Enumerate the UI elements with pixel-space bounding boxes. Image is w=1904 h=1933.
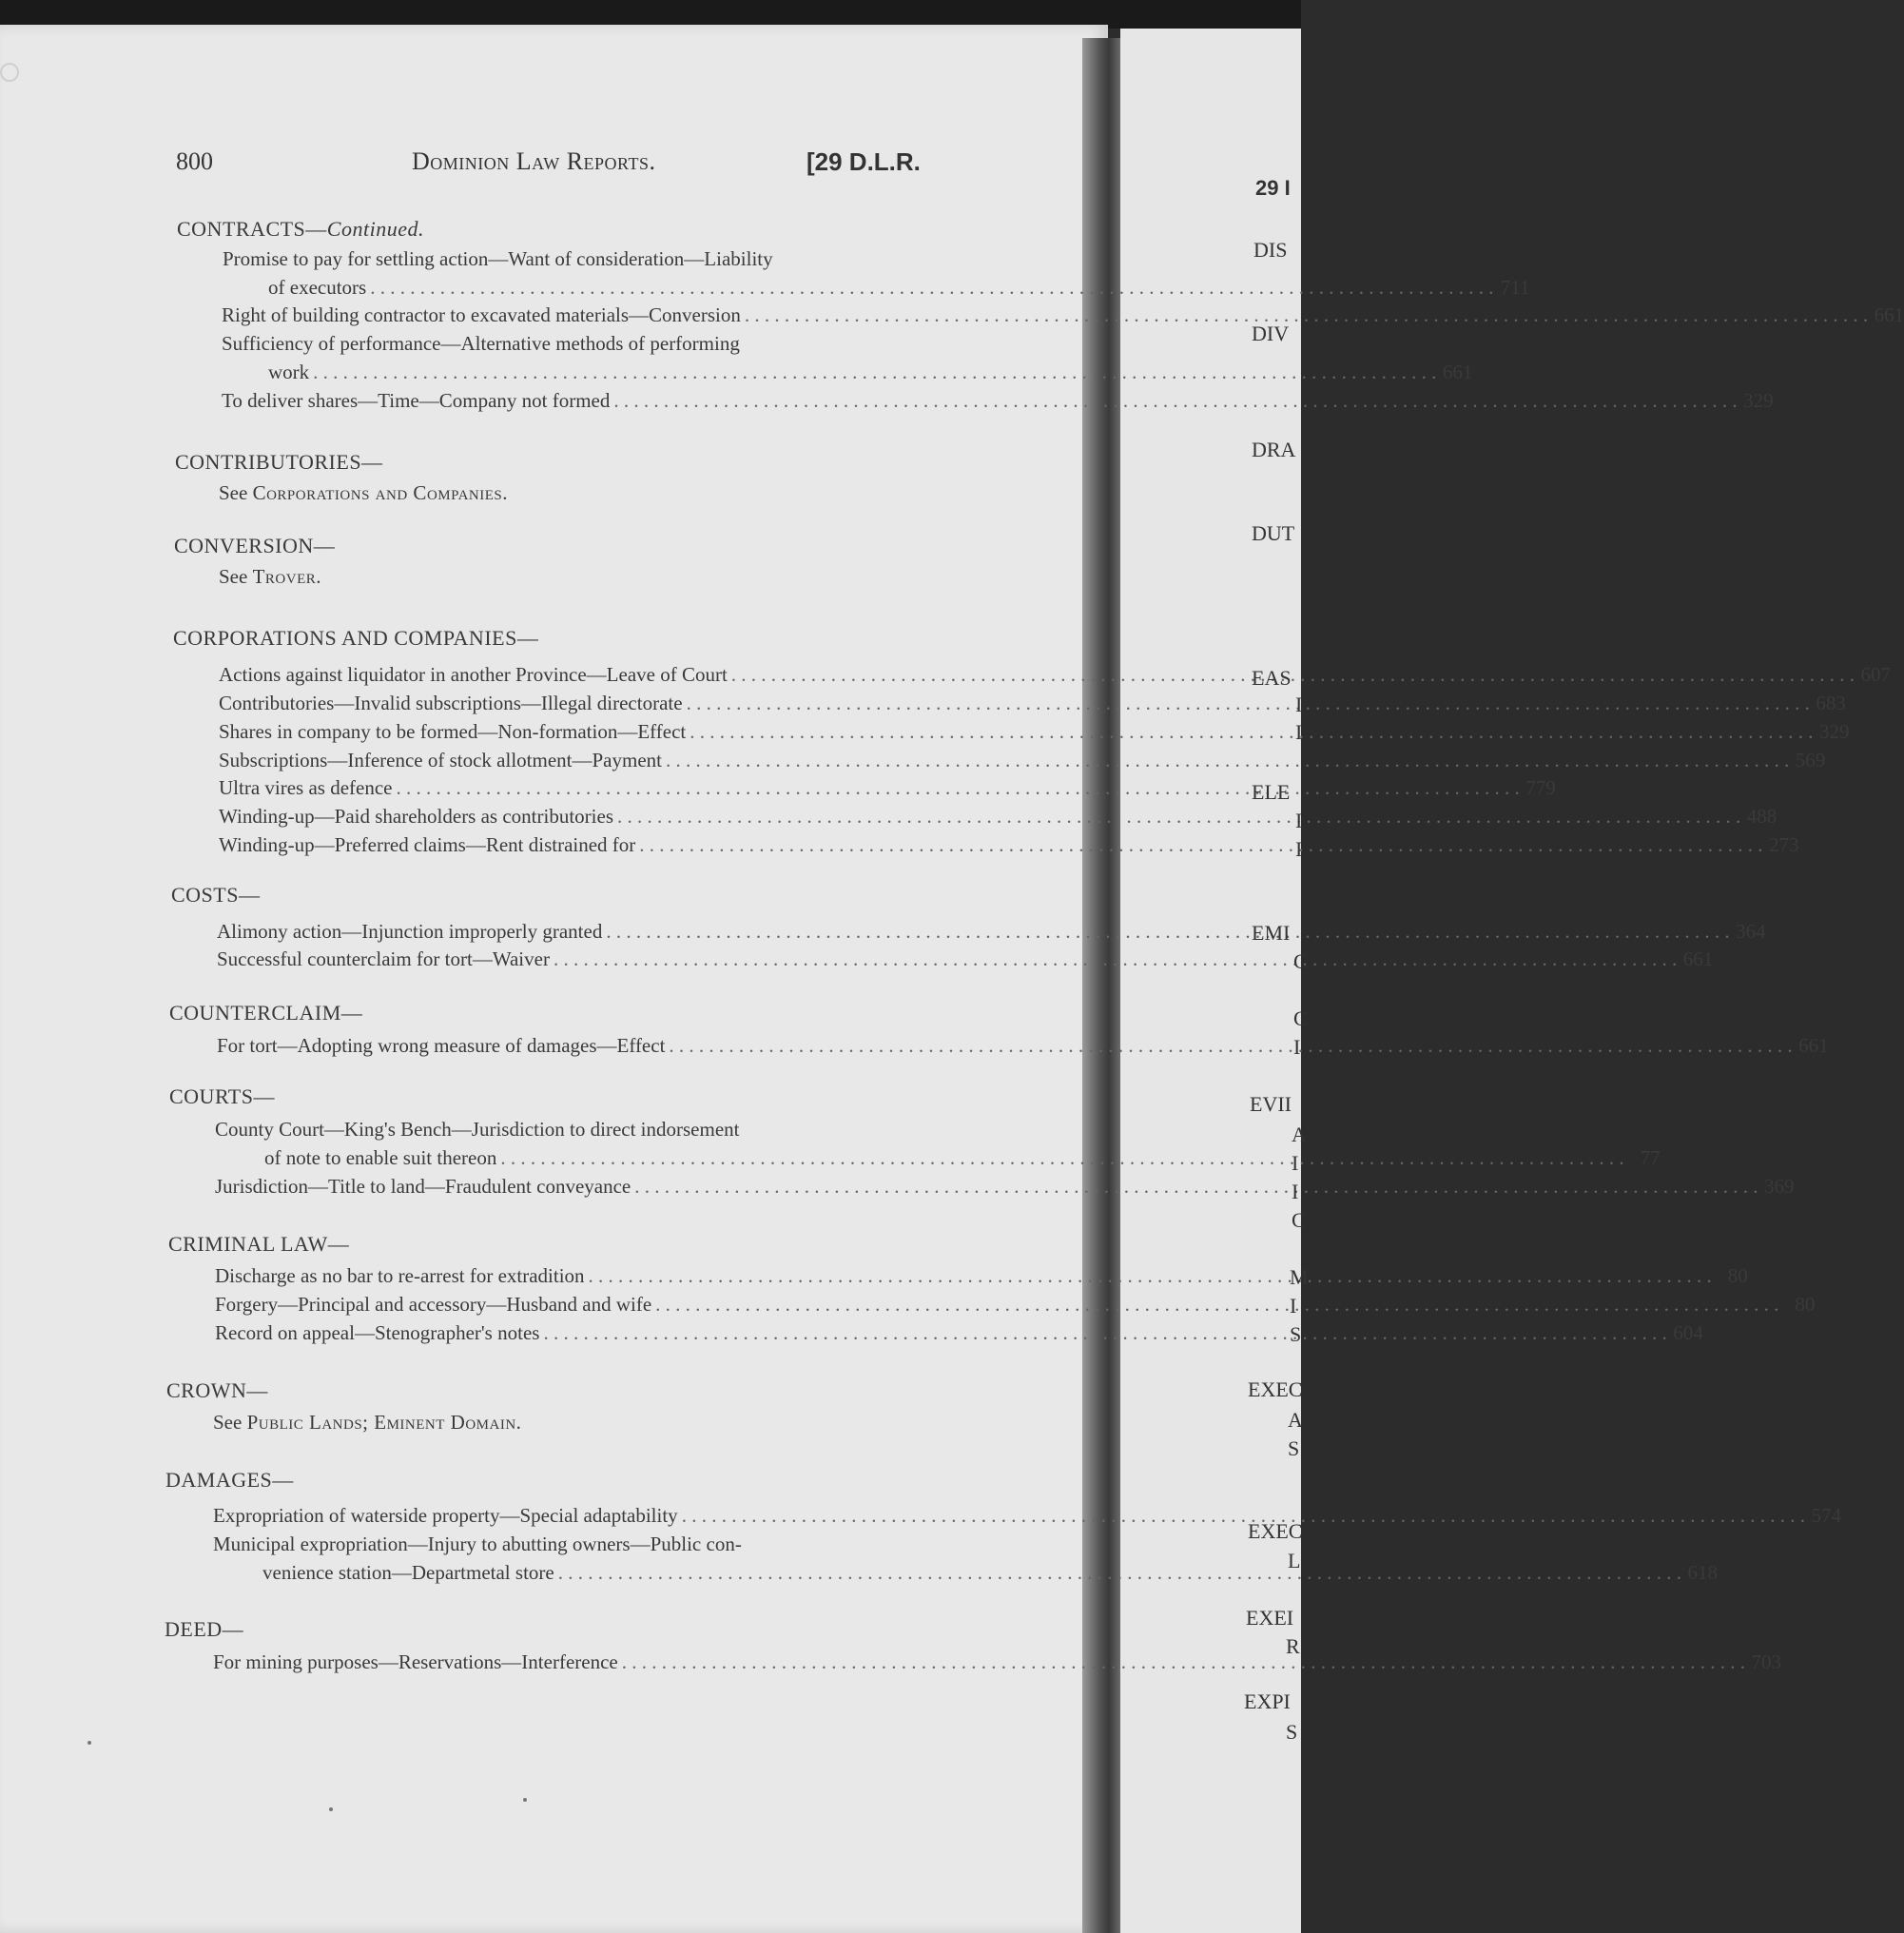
entry-text: Alimony action—Injunction improperly granted bbox=[217, 920, 603, 943]
entry-page: 618 bbox=[1687, 1561, 1718, 1584]
page-number: 800 bbox=[176, 147, 213, 175]
right-page-fragment: DIS bbox=[1253, 238, 1288, 262]
index-heading: CORPORATIONS AND COMPANIES— bbox=[173, 626, 539, 650]
index-entry bbox=[222, 303, 1904, 327]
dot-leader bbox=[666, 748, 1789, 772]
dot-leader bbox=[589, 1263, 1712, 1288]
entry-text: Jurisdiction—Title to land—Fraudulent conveyance bbox=[215, 1175, 631, 1198]
index-entry bbox=[217, 1033, 1829, 1058]
see-reference bbox=[219, 481, 508, 505]
dot-leader bbox=[554, 947, 1677, 971]
right-page-fragment: A bbox=[1288, 1408, 1303, 1432]
index-heading: CONVERSION— bbox=[174, 534, 336, 557]
dot-leader bbox=[690, 719, 1813, 744]
index-entry bbox=[264, 1145, 1661, 1170]
dot-leader bbox=[731, 662, 1855, 687]
right-page-fragment: S bbox=[1286, 1720, 1298, 1744]
right-page-fragment: I bbox=[1295, 693, 1303, 716]
dot-leader bbox=[606, 919, 1729, 944]
entry-text: Expropriation of waterside property—Special adaptability bbox=[213, 1504, 678, 1527]
see-target: Trover. bbox=[252, 565, 321, 588]
entry-page: 80 bbox=[1795, 1293, 1816, 1316]
index-entry bbox=[222, 388, 1774, 413]
dot-leader bbox=[500, 1145, 1623, 1170]
see-label: See bbox=[219, 481, 248, 504]
index-entry bbox=[217, 947, 1714, 971]
right-page-fragment: EMI bbox=[1252, 921, 1291, 945]
entry-text: For tort—Adopting wrong measure of damages—Effect bbox=[217, 1034, 666, 1057]
dot-leader bbox=[313, 360, 1436, 384]
entry-text: To deliver shares—Time—Company not formed bbox=[222, 389, 611, 412]
right-page-fragment: I bbox=[1292, 1180, 1299, 1203]
right-page-fragment: EAS bbox=[1252, 666, 1292, 690]
page-title-text: Dominion Law Reports. bbox=[412, 147, 656, 175]
entry-page: 661 bbox=[1682, 947, 1714, 970]
index-entry bbox=[268, 275, 1530, 300]
right-page-fragment: EXEC bbox=[1248, 1377, 1303, 1401]
see-target: Corporations and Companies. bbox=[252, 481, 508, 504]
entry-text: For mining purposes—Reservations—Interference bbox=[213, 1650, 618, 1673]
dot-leader bbox=[682, 1503, 1805, 1528]
dot-leader bbox=[622, 1650, 1745, 1674]
right-page-fragment: I bbox=[1293, 1035, 1301, 1059]
right-page-fragment: ELE bbox=[1252, 780, 1291, 804]
dot-leader bbox=[745, 303, 1868, 327]
entry-page: 661 bbox=[1874, 303, 1904, 326]
index-entry bbox=[219, 748, 1826, 772]
entry-page: 574 bbox=[1811, 1504, 1841, 1527]
see-reference bbox=[213, 1411, 521, 1435]
index-entry bbox=[219, 804, 1778, 829]
scan-artifact bbox=[0, 63, 19, 82]
entry-page: 703 bbox=[1751, 1650, 1781, 1673]
index-heading bbox=[177, 217, 424, 242]
dot-leader bbox=[543, 1320, 1666, 1345]
entry-page: 80 bbox=[1727, 1264, 1748, 1287]
right-page-fragment: I bbox=[1295, 837, 1303, 861]
entry-page: 329 bbox=[1818, 720, 1850, 743]
right-page-fragment: I bbox=[1290, 1294, 1297, 1318]
entry-text: Right of building contractor to excavated materials—Conversion bbox=[222, 303, 741, 326]
index-heading: DEED— bbox=[165, 1617, 244, 1641]
index-entry-line bbox=[222, 331, 740, 356]
index-entry bbox=[213, 1503, 1841, 1528]
entry-page: 661 bbox=[1442, 361, 1473, 383]
entry-text: Winding-up—Paid shareholders as contributories bbox=[219, 805, 613, 828]
right-page-fragment: I bbox=[1295, 809, 1303, 832]
dot-leader bbox=[397, 775, 1520, 800]
entry-page: 488 bbox=[1746, 805, 1778, 828]
index-heading: COURTS— bbox=[169, 1084, 275, 1108]
see-reference bbox=[219, 565, 321, 589]
entry-page: 329 bbox=[1743, 389, 1774, 412]
index-entry-line bbox=[223, 246, 926, 271]
dot-leader bbox=[639, 832, 1762, 857]
index-entry bbox=[215, 1292, 1816, 1317]
index-entry bbox=[219, 832, 1799, 857]
right-page-fragment: DIV bbox=[1252, 322, 1290, 345]
scan-speck bbox=[329, 1807, 333, 1811]
volume-reference: [29 D.L.R. bbox=[806, 147, 921, 176]
entry-text: Record on appeal—Stenographer's notes bbox=[215, 1321, 540, 1344]
heading-suffix: Continued. bbox=[326, 217, 424, 241]
entry-text: Winding-up—Preferred claims—Rent distrained for bbox=[219, 833, 636, 856]
entry-page: 661 bbox=[1798, 1034, 1829, 1057]
see-target: Public Lands; Eminent Domain. bbox=[246, 1411, 522, 1434]
entry-page: 711 bbox=[1500, 276, 1530, 299]
index-entry bbox=[219, 691, 1846, 715]
right-page-fragment: S bbox=[1290, 1322, 1302, 1346]
index-heading: COSTS— bbox=[171, 883, 261, 907]
right-page-fragment: L bbox=[1288, 1549, 1301, 1572]
index-heading: CROWN— bbox=[166, 1378, 268, 1402]
entry-text: Ultra vires as defence bbox=[219, 776, 393, 799]
index-entry bbox=[219, 719, 1850, 744]
entry-text: of note to enable suit thereon bbox=[264, 1146, 497, 1169]
entry-page: 607 bbox=[1860, 663, 1892, 686]
right-page-fragment: C bbox=[1292, 1208, 1306, 1232]
dot-leader bbox=[634, 1174, 1758, 1199]
right-page-fragment: EVII bbox=[1250, 1092, 1292, 1116]
index-entry bbox=[268, 360, 1473, 384]
entry-text: Actions against liquidator in another Province—Leave of Court bbox=[219, 663, 728, 686]
entry-text: Discharge as no bar to re-arrest for extradition bbox=[215, 1264, 585, 1287]
see-label: See bbox=[219, 565, 248, 588]
see-label: See bbox=[213, 1411, 243, 1434]
right-page-fragment: DRA bbox=[1252, 438, 1296, 461]
dot-leader bbox=[558, 1560, 1681, 1585]
entry-text: Successful counterclaim for tort—Waiver bbox=[217, 947, 550, 970]
index-entry bbox=[215, 1263, 1748, 1288]
right-page-fragment: C bbox=[1293, 1006, 1308, 1030]
entry-page: 364 bbox=[1736, 920, 1766, 943]
entry-page: 77 bbox=[1640, 1146, 1661, 1169]
right-page-fragment: DUT bbox=[1252, 521, 1295, 545]
entry-text: County Court—King's Bench—Jurisdiction to direct indorsement bbox=[215, 1118, 740, 1141]
dot-leader bbox=[370, 275, 1493, 300]
entry-text: Sufficiency of performance—Alternative methods of performing bbox=[222, 332, 740, 355]
right-page-fragment: EXEC bbox=[1248, 1519, 1303, 1543]
entry-text: Shares in company to be formed—Non-formation—Effect bbox=[219, 720, 687, 743]
dot-leader bbox=[669, 1033, 1792, 1058]
entry-page: 779 bbox=[1525, 776, 1556, 799]
index-entry bbox=[262, 1560, 1718, 1585]
right-page-fragment: A bbox=[1292, 1123, 1307, 1146]
entry-text: venience station—Departmetal store bbox=[262, 1561, 554, 1584]
right-page-fragment: C bbox=[1293, 949, 1308, 973]
dot-leader bbox=[687, 691, 1810, 715]
right-page-fragment: S bbox=[1288, 1436, 1300, 1460]
index-heading: CRIMINAL LAW— bbox=[168, 1232, 350, 1256]
index-entry bbox=[213, 1650, 1781, 1674]
page-title bbox=[412, 147, 655, 176]
right-page-fragment: M bbox=[1290, 1265, 1309, 1289]
entry-page: 604 bbox=[1673, 1321, 1703, 1344]
index-heading: CONTRIBUTORIES— bbox=[175, 450, 383, 474]
dot-leader bbox=[617, 804, 1740, 829]
scan-speck bbox=[523, 1798, 527, 1802]
entry-text: of executors bbox=[268, 276, 367, 299]
entry-page: 569 bbox=[1795, 749, 1826, 771]
index-entry bbox=[215, 1174, 1795, 1199]
scan-speck bbox=[87, 1741, 91, 1745]
entry-text: Promise to pay for settling action—Want of consideration—Liability bbox=[223, 247, 773, 270]
index-entry-line bbox=[213, 1532, 742, 1556]
index-heading: DAMAGES— bbox=[165, 1468, 294, 1492]
entry-text: Municipal expropriation—Injury to abutting owners—Public con- bbox=[213, 1533, 742, 1555]
entry-text: work bbox=[268, 361, 310, 383]
right-page-header: 29 I bbox=[1255, 176, 1291, 200]
dot-leader bbox=[655, 1292, 1778, 1317]
right-page-fragment: I bbox=[1295, 720, 1303, 744]
entry-page: 369 bbox=[1764, 1175, 1795, 1198]
index-entry-line bbox=[215, 1117, 739, 1142]
right-page-fragment: EXEI bbox=[1246, 1606, 1294, 1630]
dot-leader bbox=[613, 388, 1737, 413]
entry-text: Forgery—Principal and accessory—Husband and wife bbox=[215, 1293, 652, 1316]
index-heading: COUNTERCLAIM— bbox=[169, 1001, 363, 1025]
right-page-fragment: I bbox=[1292, 1151, 1299, 1175]
entry-text: Contributories—Invalid subscriptions—Illegal directorate bbox=[219, 692, 683, 714]
index-entry bbox=[215, 1320, 1703, 1345]
right-page-fragment: EXPI bbox=[1244, 1689, 1291, 1713]
entry-page: 683 bbox=[1816, 692, 1846, 714]
entry-page: 273 bbox=[1769, 833, 1799, 856]
entry-text: Subscriptions—Inference of stock allotment—Payment bbox=[219, 749, 662, 771]
right-page-fragment: R bbox=[1286, 1634, 1300, 1658]
heading-text: CONTRACTS— bbox=[177, 217, 327, 241]
